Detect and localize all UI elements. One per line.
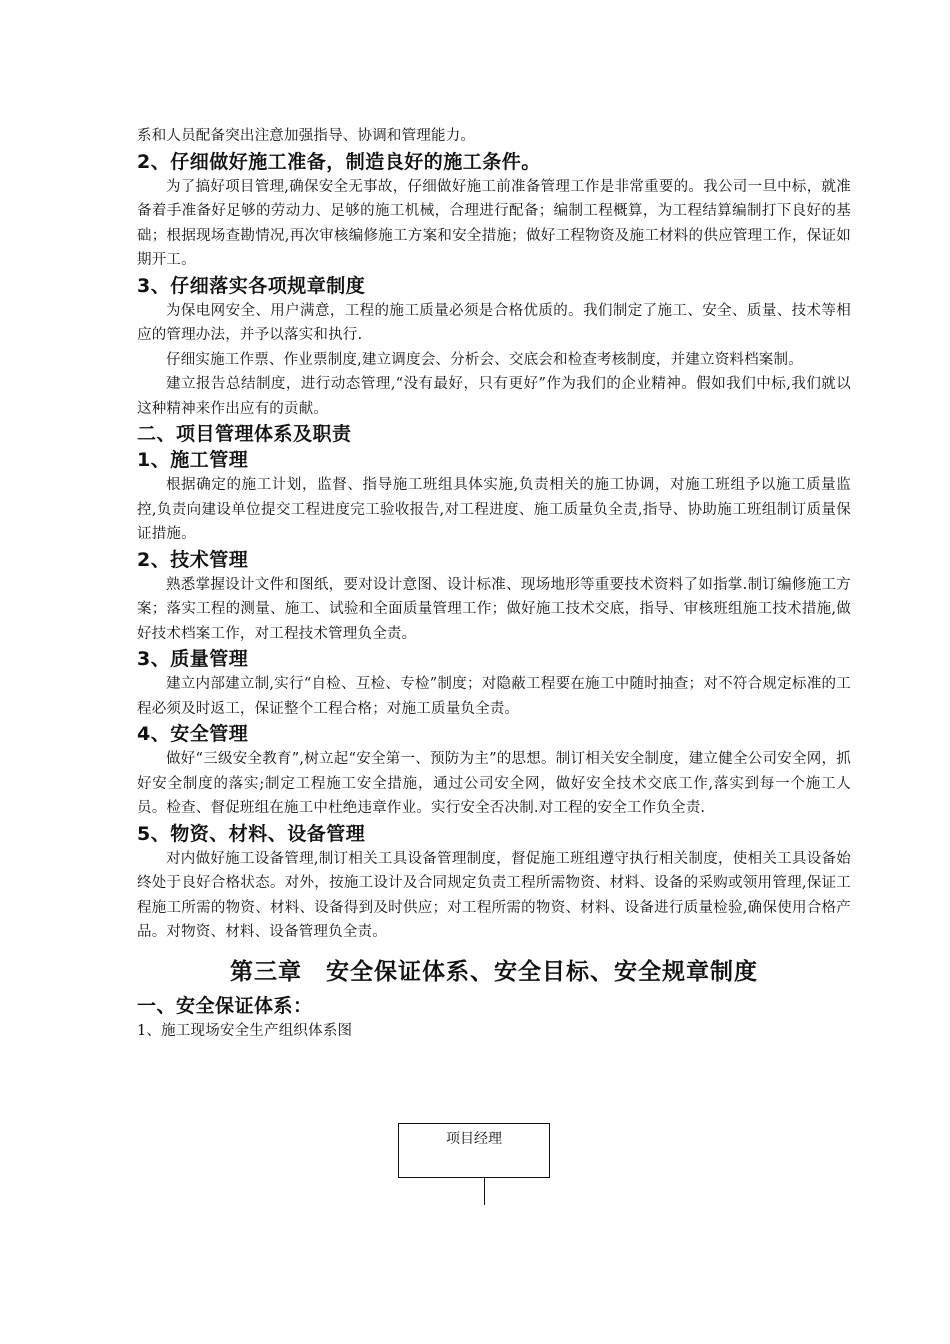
paragraph: 做好“三级安全教育”,树立起“安全第一、预防为主”的思想。制订相关安全制度，建立健全公司安全网，抓好安全制度的落实;制定工程施工安全措施，通过公司安全网，做好安全技术交底工作,落实到每一个施工人员。检查、督促班组在施工中杜绝违章作业。实行安全否决制.对工程的安全工作负全责.	[137, 751, 851, 816]
paragraph: 系和人员配备突出注意加强指导、协调和管理能力。	[137, 128, 476, 144]
paragraph: 建立报告总结制度，进行动态管理,“没有最好，只有更好”作为我们的企业精神。假如我们中标,我们就以这种精神来作出应有的贡献。	[137, 376, 851, 417]
paragraph: 为了搞好项目管理,确保安全无事故，仔细做好施工前准备管理工作是非常重要的。我公司一旦中标，就准备着手准备好足够的劳动力、足够的施工机械，合理进行配备；编制工程概算，为工程结算编制打下良好的基础；根据现场查勘情况,再次审核编修施工方案和安全措施；做好工程物资及施工材料的供应管理工作，保证如期开工。	[137, 178, 851, 268]
org-chart-connector-line	[484, 1178, 485, 1205]
paragraph: 仔细实施工作票、作业票制度,建立调度会、分析会、交底会和检查考核制度，并建立资料档案制。	[166, 351, 803, 368]
heading-technical-management: 2、技术管理	[137, 548, 249, 571]
heading-regulations: 3、仔细落实各项规章制度	[137, 274, 366, 297]
heading-preparation: 2、仔细做好施工准备，制造良好的施工条件。	[137, 150, 541, 173]
heading-quality-management: 3、质量管理	[137, 648, 249, 670]
heading-safety-management: 4、安全管理	[137, 723, 249, 745]
paragraph: 根据确定的施工计划，监督、指导施工班组具体实施,负责相关的施工协调，对施工班组予以施工质量监控,负责向建设单位提交工程进度完工验收报告,对工程进度、施工质量负全责,指导、协助施工班组制订质量保证措施。	[137, 477, 851, 542]
heading-section-2: 二、项目管理体系及职责	[137, 423, 352, 445]
paragraph: 熟悉掌握设计文件和图纸，要对设计意图、设计标准、现场地形等重要技术资料了如指掌.制订编修施工方案；落实工程的测量、施工、试验和全面质量管理工作；做好施工技术交底，指导、审核班组施工技术措施,做好技术档案工作，对工程技术管理负全责。	[137, 576, 851, 642]
paragraph: 建立内部建立制,实行“自检、互检、专检”制度；对隐蔽工程要在施工中随时抽查；对不符合规定标准的工程必须及时返工，保证整个工程合格；对施工质量负全责。	[137, 676, 851, 717]
heading-construction-management: 1、施工管理	[137, 449, 249, 471]
org-chart-box-project-manager: 项目经理	[398, 1123, 550, 1178]
paragraph: 对内做好施工设备管理,制订相关工具设备管理制度，督促施工班组遵守执行相关制度，使相关工具设备始终处于良好合格状态。对外，按施工设计及合同规定负责工程所需物资、材料、设备的采购或领用管理,保证工程施工所需的物资、材料、设备得到及时供应；对工程所需的物资、材料、设备进行质量检验,确保使用合格产品。对物资、材料、设备管理负全责。	[137, 850, 851, 940]
paragraph: 为保电网安全、用户满意，工程的施工质量必须是合格优质的。我们制定了施工、安全、质量、技术等相应的管理办法，并予以落实和执行.	[137, 302, 851, 343]
chapter-title: 第三章 安全保证体系、安全目标、安全规章制度	[230, 958, 758, 985]
heading-materials-management: 5、物资、材料、设备管理	[137, 822, 366, 845]
document-body	[137, 124, 851, 1043]
heading-safety-system: 一、安全保证体系：	[137, 994, 313, 1017]
figure-caption: 1、施工现场安全生产组织体系图	[137, 1022, 353, 1039]
